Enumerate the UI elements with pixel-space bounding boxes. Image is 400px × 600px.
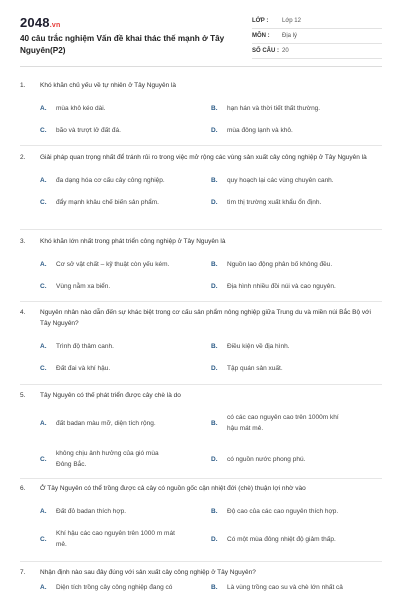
- option-letter: C.: [40, 198, 47, 206]
- option-c[interactable]: [40, 357, 211, 379]
- question-number: 7.: [20, 569, 26, 576]
- option-text: Có một mùa đông nhiệt độ giảm thấp.: [227, 535, 336, 543]
- meta-info: [252, 14, 382, 59]
- option-text: đẩy mạnh khâu chế biến sản phẩm.: [56, 198, 159, 206]
- option-a[interactable]: [40, 405, 211, 441]
- logo[interactable]: [20, 15, 60, 30]
- question-number: 4.: [20, 309, 26, 316]
- question-divider: [20, 301, 382, 302]
- question-text: Giải pháp quan trọng nhất để tránh rủi ro trong việc mở rộng các vùng sản xuất cây công nghiệp ở Tây Nguyên là: [40, 154, 367, 161]
- option-text: hạn hán và thời tiết thất thường.: [227, 104, 321, 112]
- option-b[interactable]: [211, 405, 382, 441]
- option-letter: B.: [211, 342, 218, 350]
- option-d[interactable]: [211, 357, 382, 379]
- option-a[interactable]: [40, 169, 211, 191]
- option-a[interactable]: [40, 97, 211, 119]
- option-d[interactable]: [211, 275, 382, 297]
- option-text: Diện tích trồng cây công nghiệp đang có: [56, 583, 173, 591]
- question-number: 6.: [20, 485, 26, 492]
- meta-row-class: [252, 14, 382, 29]
- option-text: có nguồn nước phong phú.: [227, 455, 306, 463]
- option-text: Là vùng trồng cao su và chè lớn nhất cả: [227, 583, 343, 591]
- option-c[interactable]: [40, 524, 211, 554]
- option-d[interactable]: [211, 524, 382, 554]
- option-letter: C.: [40, 126, 47, 134]
- option-b[interactable]: [211, 253, 382, 275]
- question-3: [20, 236, 382, 297]
- option-b[interactable]: [211, 169, 382, 191]
- option-b[interactable]: [211, 97, 382, 119]
- option-text: đất badan màu mỡ, diện tích rộng.: [56, 419, 156, 427]
- question-5: [20, 390, 382, 477]
- question-text: Khó khăn chủ yếu về tự nhiên ở Tây Nguyên là: [40, 82, 177, 89]
- option-c[interactable]: [40, 441, 211, 477]
- question-divider: [20, 384, 382, 385]
- option-text: Tập quán sản xuất.: [227, 364, 283, 372]
- option-b[interactable]: [211, 498, 382, 524]
- option-d[interactable]: [211, 191, 382, 213]
- header-divider: [20, 66, 382, 67]
- option-a[interactable]: [40, 335, 211, 357]
- question-number: 2.: [20, 154, 26, 161]
- meta-label: SỐ CÂU :: [252, 48, 279, 54]
- option-text: mùa khô kéo dài.: [56, 104, 106, 112]
- option-letter: A.: [40, 104, 47, 112]
- option-text: có các cao nguyên cao trên 1000m khí hậu mát mẻ.: [227, 414, 339, 432]
- question-number: 1.: [20, 82, 26, 89]
- question-divider: [20, 229, 382, 230]
- logo-suffix: .vn: [49, 22, 61, 29]
- option-letter: C.: [40, 535, 47, 543]
- option-letter: A.: [40, 583, 47, 591]
- question-4: [20, 307, 382, 379]
- option-d[interactable]: [211, 119, 382, 141]
- option-text: đa dạng hóa cơ cấu cây công nghiệp.: [56, 176, 165, 184]
- option-letter: D.: [211, 535, 218, 543]
- option-text: quy hoạch lại các vùng chuyên canh.: [227, 176, 334, 184]
- option-letter: B.: [211, 176, 218, 184]
- question-text: Nhận định nào sau đây đúng với sản xuất cây công nghiệp ở Tây Nguyên?: [40, 569, 256, 576]
- question-text: Khó khăn lớn nhất trong phát triển công nghiệp ở Tây Nguyên là: [40, 238, 226, 245]
- option-text: Cơ sở vật chất – kỹ thuật còn yếu kém.: [56, 260, 170, 268]
- option-letter: C.: [40, 282, 47, 290]
- option-text: Trình độ thâm canh.: [56, 342, 114, 350]
- option-a[interactable]: [40, 498, 211, 524]
- option-letter: B.: [211, 419, 218, 427]
- option-letter: B.: [211, 104, 218, 112]
- option-text: mùa đông lạnh và khô.: [227, 126, 293, 134]
- question-text: Ở Tây Nguyên có thể trồng được cả cây có nguồn gốc cận nhiệt đới (chè) thuận lợi nhờ vào: [40, 485, 306, 492]
- option-letter: D.: [211, 282, 218, 290]
- question-divider: [20, 561, 382, 562]
- option-letter: C.: [40, 455, 47, 463]
- option-letter: D.: [211, 364, 218, 372]
- option-letter: A.: [40, 507, 47, 515]
- option-text: bão và trượt lở đất đá.: [56, 126, 121, 134]
- option-letter: A.: [40, 260, 47, 268]
- option-c[interactable]: [40, 275, 211, 297]
- option-text: Độ cao của các cao nguyên thích hợp.: [227, 507, 339, 515]
- meta-label: LỚP :: [252, 18, 269, 24]
- option-b[interactable]: [211, 580, 382, 594]
- option-letter: D.: [211, 455, 218, 463]
- option-letter: A.: [40, 342, 47, 350]
- option-text: Điều kiện về địa hình.: [227, 342, 290, 350]
- page-title: 40 câu trắc nghiệm Vấn đề khai thác thế mạnh ở Tây Nguyên(P2): [20, 34, 225, 55]
- option-text: Địa hình nhiều đồi núi và cao nguyên.: [227, 282, 336, 290]
- meta-label: MÔN :: [252, 33, 270, 39]
- question-divider: [20, 478, 382, 479]
- question-text: Tây Nguyên có thế phát triển được cây chè là do: [40, 392, 181, 399]
- question-7: [20, 567, 382, 594]
- option-text: không chịu ảnh hưởng của gió mùa Đông Bắc.: [56, 450, 159, 468]
- option-b[interactable]: [211, 335, 382, 357]
- meta-value: 20: [282, 48, 289, 54]
- option-text: tìm thị trường xuất khẩu ổn định.: [227, 198, 322, 206]
- option-text: Khí hậu các cao nguyên trên 1000 m mát mẻ.: [56, 530, 175, 548]
- option-letter: C.: [40, 364, 47, 372]
- option-letter: D.: [211, 126, 218, 134]
- question-1: [20, 80, 382, 141]
- option-letter: A.: [40, 176, 47, 184]
- logo-main: 2048: [20, 15, 50, 30]
- question-2: [20, 152, 382, 213]
- question-number: 5.: [20, 392, 26, 399]
- option-text: Vùng nằm xa biển.: [56, 282, 111, 290]
- option-letter: B.: [211, 583, 218, 591]
- question-divider: [20, 145, 382, 146]
- meta-row-count: [252, 44, 382, 59]
- meta-value: Địa lý: [282, 33, 298, 39]
- meta-value: Lớp 12: [282, 18, 301, 24]
- option-letter: B.: [211, 507, 218, 515]
- question-number: 3.: [20, 238, 26, 245]
- option-a[interactable]: [40, 253, 211, 275]
- option-text: Nguồn lao động phân bố không đều.: [227, 260, 333, 268]
- meta-row-subject: [252, 29, 382, 44]
- question-6: [20, 483, 382, 554]
- option-d[interactable]: [211, 441, 382, 477]
- option-text: Đất đai và khí hậu.: [56, 364, 111, 372]
- option-text: Đất đỏ badan thích hợp.: [56, 507, 127, 515]
- option-letter: A.: [40, 419, 47, 427]
- option-c[interactable]: [40, 119, 211, 141]
- question-text: Nguyên nhân nào dẫn đến sự khác biệt trong cơ cấu sản phẩm nông nghiệp giữa Trung du và miền núi Bắc Bộ với Tây Nguyên?: [40, 309, 371, 327]
- option-c[interactable]: [40, 191, 211, 213]
- option-letter: D.: [211, 198, 218, 206]
- option-letter: B.: [211, 260, 218, 268]
- option-a[interactable]: [40, 580, 211, 594]
